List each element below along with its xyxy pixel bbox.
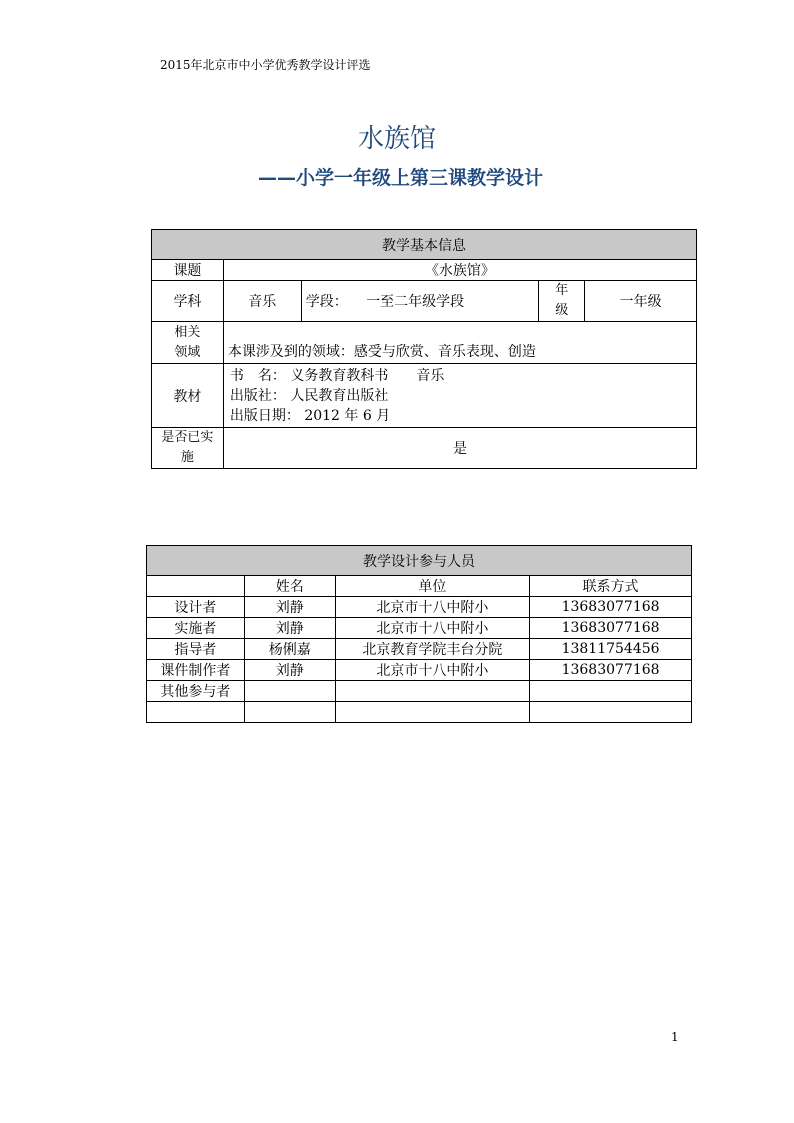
table-row bbox=[147, 597, 692, 618]
unit-cell: 北京市十八中附小 bbox=[335, 618, 530, 639]
role-cell: 课件制作者 bbox=[147, 660, 245, 681]
field-label bbox=[152, 322, 224, 364]
name-cell bbox=[244, 681, 335, 702]
date-line bbox=[230, 406, 692, 426]
name-cell: 杨俐嘉 bbox=[244, 639, 335, 660]
table-row bbox=[147, 681, 692, 702]
name-cell: 刘静 bbox=[244, 618, 335, 639]
date-label: 出版日期： bbox=[229, 407, 300, 424]
topic-label: 课题 bbox=[152, 260, 224, 281]
name-cell: 刘静 bbox=[244, 660, 335, 681]
contact-cell: 13683077168 bbox=[530, 597, 692, 618]
basic-info-header: 教学基本信息 bbox=[152, 230, 697, 260]
unit-cell: 北京市十八中附小 bbox=[335, 597, 530, 618]
stage-cell bbox=[301, 281, 539, 322]
unit-cell bbox=[335, 702, 530, 723]
implemented-label-line2: 施 bbox=[180, 450, 194, 465]
participants-table bbox=[146, 545, 692, 723]
field-value: 本课涉及到的领域：感受与欣赏、音乐表现、创造 bbox=[223, 322, 696, 364]
role-cell: 实施者 bbox=[147, 618, 245, 639]
role-cell: 设计者 bbox=[147, 597, 245, 618]
unit-cell: 北京市十八中附小 bbox=[335, 660, 530, 681]
document-title: 水族馆 bbox=[357, 124, 436, 154]
name-cell: 刘静 bbox=[244, 597, 335, 618]
publisher-label: 出版社： bbox=[229, 387, 286, 404]
table-row bbox=[147, 660, 692, 681]
topic-value: 《水族馆》 bbox=[223, 260, 696, 281]
name-cell bbox=[244, 702, 335, 723]
grade-label-line2: 级 bbox=[555, 303, 569, 318]
basic-info-table bbox=[151, 229, 697, 469]
implemented-label bbox=[152, 428, 224, 469]
book-value: 义务教育教科书 音乐 bbox=[290, 367, 445, 384]
grade-value: 一年级 bbox=[585, 281, 697, 322]
book-label: 书 名： bbox=[229, 367, 286, 384]
subject-label: 学科 bbox=[152, 281, 224, 322]
column-header: 联系方式 bbox=[530, 576, 692, 597]
contact-cell bbox=[530, 702, 692, 723]
field-label-line1: 相关 bbox=[174, 324, 201, 340]
contact-cell bbox=[530, 681, 692, 702]
publisher-value: 人民教育出版社 bbox=[290, 387, 389, 404]
role-cell: 指导者 bbox=[147, 639, 245, 660]
document-subtitle: ——小学一年级上第三课教学设计 bbox=[258, 167, 544, 189]
role-cell bbox=[147, 702, 245, 723]
contact-cell: 13811754456 bbox=[530, 639, 692, 660]
column-header: 单位 bbox=[335, 576, 530, 597]
column-header bbox=[147, 576, 245, 597]
contact-cell: 13683077168 bbox=[530, 618, 692, 639]
table-row bbox=[147, 639, 692, 660]
unit-cell bbox=[335, 681, 530, 702]
field-label-line2: 领域 bbox=[174, 344, 201, 360]
stage-value: 一至二年级学段 bbox=[366, 294, 465, 310]
subject-value: 音乐 bbox=[223, 281, 301, 322]
column-header: 姓名 bbox=[244, 576, 335, 597]
implemented-label-line1: 是否已实 bbox=[161, 430, 214, 445]
table-row bbox=[147, 702, 692, 723]
role-cell: 其他参与者 bbox=[147, 681, 245, 702]
participants-column-header-row bbox=[147, 576, 692, 597]
stage-label: 学段： bbox=[305, 294, 348, 310]
page-number: 1 bbox=[671, 1030, 679, 1044]
header-note: 2015年北京市中小学优秀教学设计评选 bbox=[160, 58, 371, 72]
publisher-line bbox=[230, 386, 692, 406]
table-row bbox=[147, 618, 692, 639]
material-label: 教材 bbox=[152, 364, 224, 428]
book-line bbox=[230, 366, 692, 386]
implemented-value: 是 bbox=[223, 428, 696, 469]
grade-label bbox=[539, 281, 585, 322]
contact-cell: 13683077168 bbox=[530, 660, 692, 681]
unit-cell: 北京教育学院丰台分院 bbox=[335, 639, 530, 660]
material-details bbox=[223, 364, 696, 428]
date-value: 2012 年 6 月 bbox=[304, 407, 391, 424]
participants-header: 教学设计参与人员 bbox=[147, 546, 692, 576]
grade-label-line1: 年 bbox=[555, 283, 569, 298]
